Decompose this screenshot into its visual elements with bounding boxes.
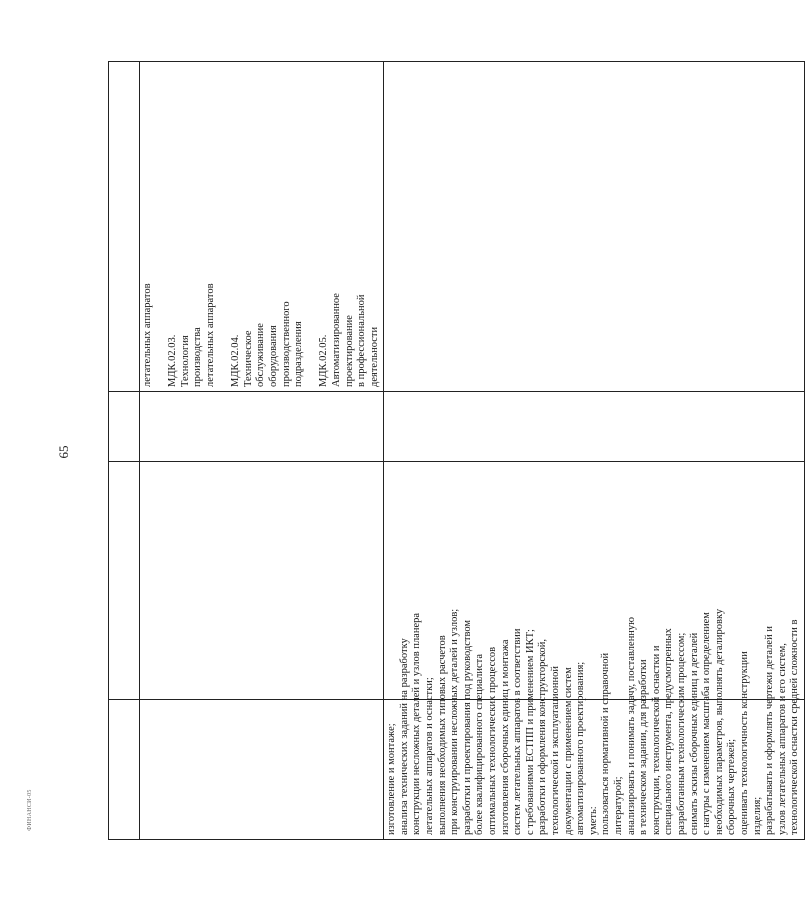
empty-cell — [109, 392, 140, 462]
text-line: конструкции несложных деталей и узлов планера — [411, 612, 423, 835]
spacer — [306, 66, 319, 387]
text-line: технологической оснастки средней сложности в — [789, 619, 801, 835]
text-line: летательных аппаратов и оснастки; — [424, 677, 436, 835]
text-line: специального инструмента, предусмотренных — [663, 628, 675, 835]
text-line: снимать эскизы сборочных единиц и деталей — [688, 632, 700, 835]
text-line: литературой; — [612, 776, 624, 835]
mdk-line: подразделения — [293, 321, 305, 387]
text-line: автоматизированного проектирования; — [575, 661, 587, 835]
spacer — [155, 66, 168, 387]
text-line: с натуры с изменением масштаба и определением — [701, 612, 713, 835]
empty-cell — [140, 462, 384, 700]
table-row-mdk — [140, 62, 384, 840]
text-line: сборочных чертежей; — [726, 738, 738, 835]
mdk-list — [142, 66, 381, 387]
text-line: необходимых параметров, выполнять деталировку — [713, 608, 725, 835]
text-line: технологической и эксплуатационной — [550, 665, 561, 835]
empty-cell — [109, 462, 140, 700]
mdk-line: производства — [192, 327, 204, 387]
text-line: в техническом задании, для разработки — [638, 659, 650, 835]
text-line: изготовление и монтаже; — [386, 723, 398, 835]
text-line: узлов летательных аппаратов и его систем, — [776, 643, 788, 835]
empty-cell — [109, 62, 140, 392]
mdk-line: деятельности — [368, 326, 380, 387]
mdk-line: МДК.02.03. — [167, 334, 179, 387]
table-row-top — [109, 62, 140, 840]
mdk-line: Техническое — [242, 330, 254, 387]
text-line: изделия; — [751, 796, 763, 835]
text-line: конструкции, технологической оснастки и — [650, 645, 662, 835]
spacer — [218, 66, 231, 387]
mdk-line: летательных аппаратов — [204, 283, 216, 387]
mdk-line: обслуживание — [255, 323, 267, 387]
empty-cell — [140, 392, 384, 462]
competency-text — [386, 608, 802, 835]
mdk-line: проектирование — [343, 315, 355, 387]
text-line: документации с применением систем — [562, 667, 574, 835]
text-line: разработки и проектирования под руководством — [461, 619, 473, 835]
text-line: оптимальных технологических процессов — [487, 646, 499, 835]
text-line: оценивать технологичность конструкции — [738, 651, 750, 835]
mdk-line: производственного — [280, 301, 292, 387]
text-line: уметь: — [587, 806, 599, 835]
mdk-line: Автоматизированное — [330, 293, 342, 387]
text-line: более квалифицированного специалиста — [474, 653, 486, 835]
empty-cell — [109, 700, 140, 840]
text-line: разработки и оформления конструкторской, — [537, 638, 549, 835]
text-line: разработанным технологическим процессом; — [675, 632, 687, 835]
text-line: пользоваться нормативной и справочной — [600, 652, 612, 835]
mdk-line: МДК.02.04. — [230, 334, 242, 387]
text-line: анализа технических заданий на разработку — [398, 638, 410, 835]
mdk-line: МДК.02.05. — [318, 334, 330, 387]
text-line: с требованиями ЕСТПП и применением ИКТ; — [524, 629, 536, 835]
empty-cell — [140, 700, 384, 840]
text-line: при конструировании несложных деталей и узлов; — [449, 608, 461, 835]
competency-text-cell — [384, 608, 805, 840]
empty-cell — [384, 392, 805, 462]
mdk-line: Технология — [179, 335, 191, 387]
footer-mark: ФИНАНСИ-05 — [27, 789, 33, 831]
text-line: анализировать и понимать задачу, поставленную — [625, 616, 637, 835]
document-table — [108, 61, 805, 840]
mdk-line: оборудования — [267, 325, 279, 387]
document-table-frame — [108, 62, 801, 840]
mdk-cell — [140, 62, 384, 392]
text-line: изготовления сборочных единиц и монтажа — [499, 639, 511, 835]
empty-cell — [384, 62, 805, 392]
page-number: 65 — [56, 445, 71, 459]
table-row-competencies — [384, 62, 805, 840]
text-line: разрабатывать и оформлять чертежи деталей и — [764, 626, 776, 835]
mdk-line: летательных аппаратов — [142, 283, 153, 387]
text-line: систем летательных аппаратов в соответствии — [512, 628, 524, 835]
text-line: выполнения необходимых типовых расчетов — [436, 635, 448, 835]
mdk-line: в профессиональной — [356, 294, 368, 387]
